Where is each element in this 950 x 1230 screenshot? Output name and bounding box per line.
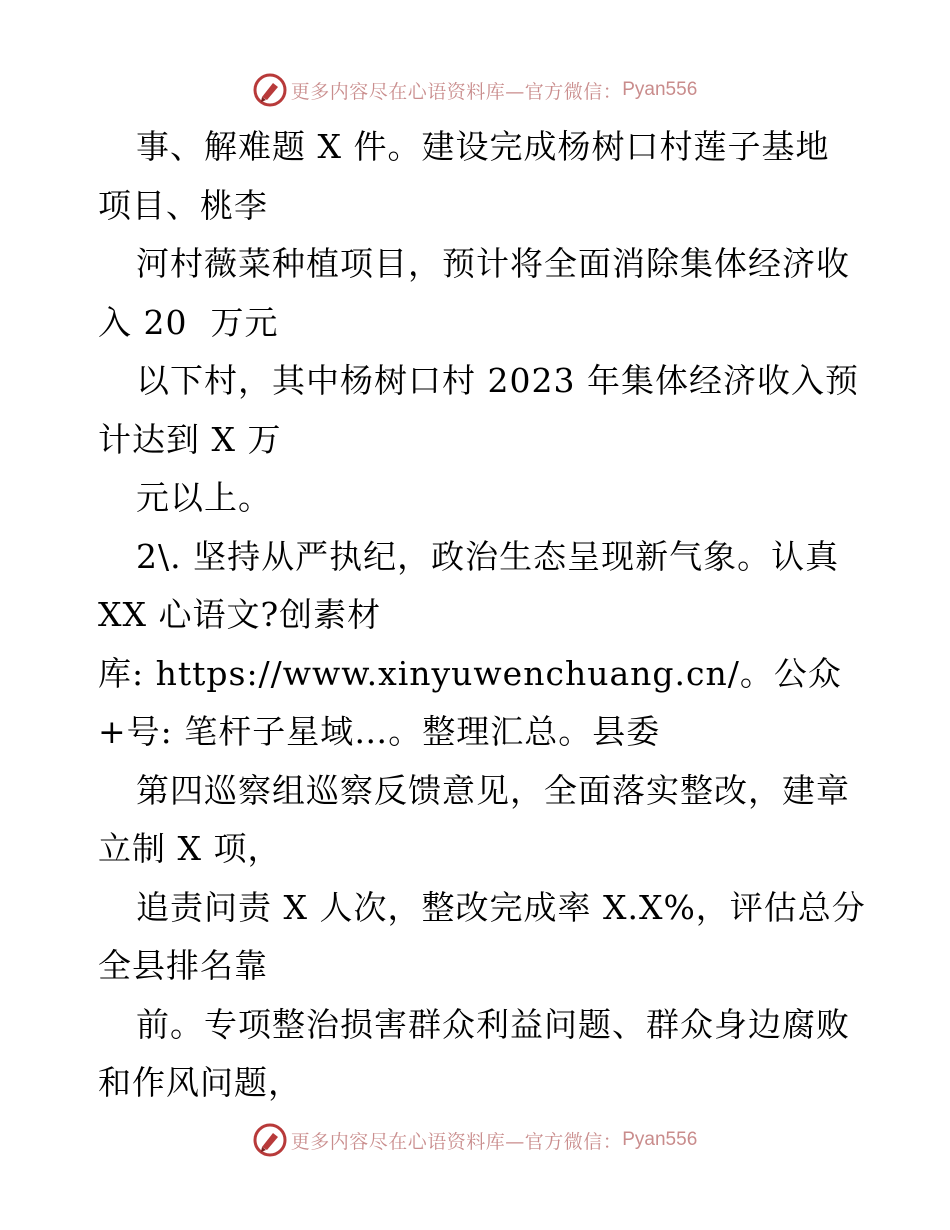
body-line: 计达到 X 万 [98,419,282,459]
header-watermark-banner [0,70,950,110]
banner-text: 更多内容尽在心语资料库—官方微信： [290,1130,623,1153]
document-body [98,118,868,1113]
body-line: +号: 笔杆子星域…。整理汇总。县委 [98,712,661,751]
body-line: 河村薇菜种植项目，预计将全面消除集体经济收 [136,244,850,283]
body-line: 事、解难题 X 件。建设完成杨树口村莲子基地 [136,127,830,166]
body-line: 和作风问题， [98,1063,302,1102]
banner-wechat-id: Pyan556 [622,79,698,100]
body-line: 追责问责 X 人次，整改完成率 X.X%，评估总分 [136,887,866,927]
body-line: 元以上。 [136,478,272,517]
body-line: 库: https://www.xinyuwenchuang.cn/。公众 [98,653,842,693]
banner-text: 更多内容尽在心语资料库—官方微信： [290,80,623,103]
body-line: 前。专项整治损害群众利益问题、群众身边腐败 [136,1004,850,1044]
footer-watermark-banner [0,1120,950,1160]
body-line: 立制 X 项， [98,829,282,868]
body-line: 第四巡察组巡察反馈意见，全面落实整改，建章 [136,770,850,810]
body-line: 全县排名靠 [98,946,268,985]
body-line: 入 20 万元 [98,302,279,342]
red-pen-logo-icon [253,1123,287,1157]
body-line: 2\. 坚持从严执纪，政治生态呈现新气象。认真 [136,536,840,576]
banner-wechat-id: Pyan556 [622,1129,698,1150]
body-line: 以下村，其中杨树口村 2023 年集体经济收入预 [136,361,859,400]
body-line: XX 心语文?创素材 [98,595,382,634]
body-line: 项目、桃李 [98,185,268,225]
red-pen-logo-icon [253,73,287,107]
